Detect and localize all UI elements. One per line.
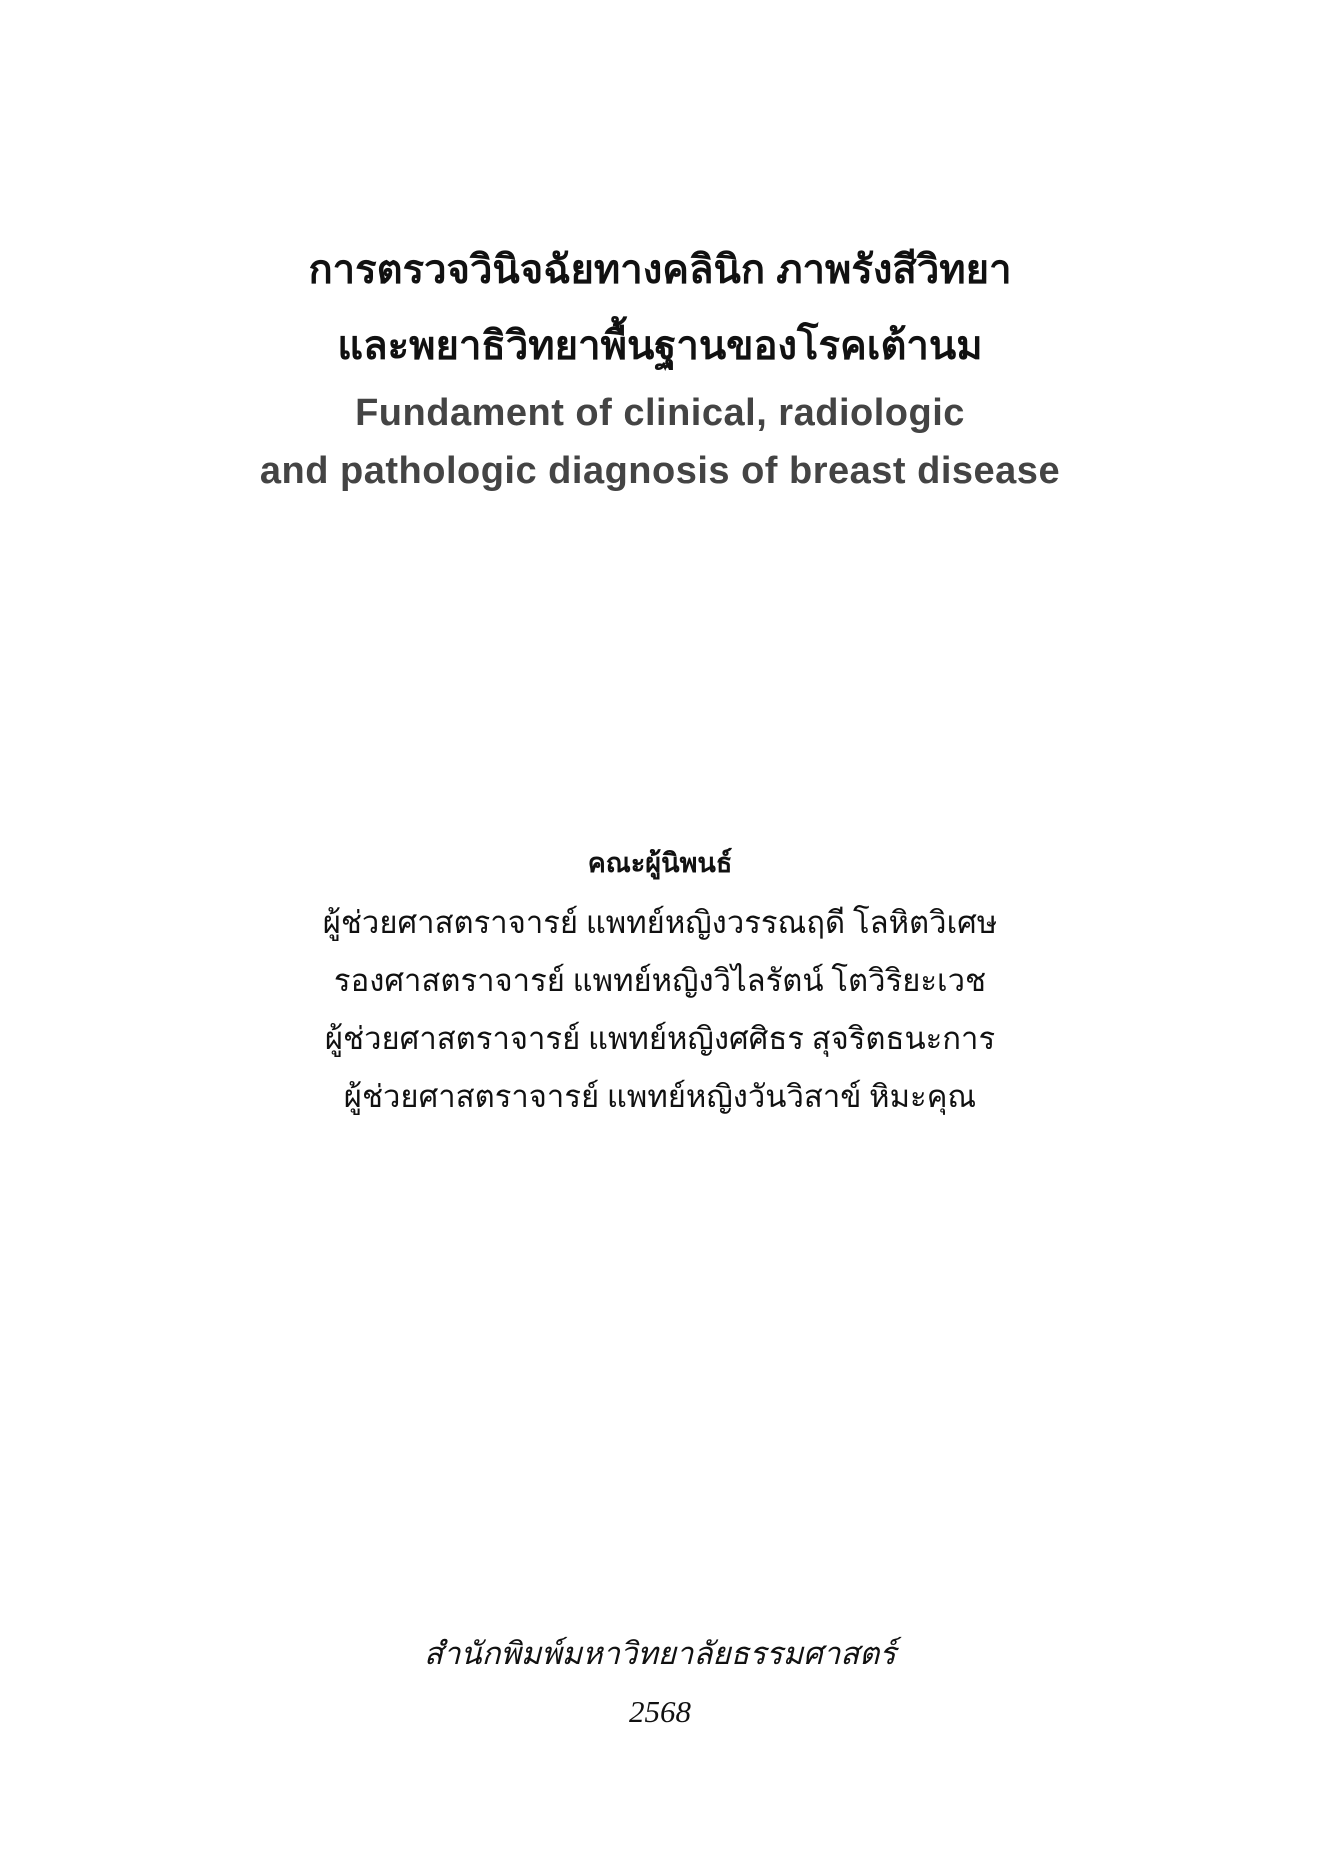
english-title-line-1: Fundament of clinical, radiologic [355, 392, 965, 434]
authors-block [0, 838, 1320, 1126]
english-title-line-2: and pathologic diagnosis of breast disease [259, 450, 1061, 492]
thai-title-line-1: การตรวจวินิจฉัยทางคลินิก ภาพรังสีวิทยา [308, 248, 1012, 292]
publisher-name: สำนักพิมพ์มหาวิทยาลัยธรรมศาสตร์ [424, 1636, 896, 1671]
author-4: ผู้ช่วยศาสตราจารย์ แพทย์หญิงวันวิสาข์ หิมะคุณ [343, 1079, 977, 1114]
book-title-block [0, 232, 1320, 500]
author-1: ผู้ช่วยศาสตราจารย์ แพทย์หญิงวรรณฤดี โลหิตวิเศษ [322, 905, 998, 940]
author-2: รองศาสตราจารย์ แพทย์หญิงวิไลรัตน์ โตวิริยะเวช [333, 963, 987, 998]
authors-heading: คณะผู้นิพนธ์ [587, 848, 733, 878]
publication-year: 2568 [629, 1694, 691, 1729]
author-3: ผู้ช่วยศาสตราจารย์ แพทย์หญิงศศิธร สุจริตธนะการ [324, 1021, 996, 1056]
thai-title-line-2: และพยาธิวิทยาพื้นฐานของโรคเต้านม [337, 324, 983, 368]
publisher-block [0, 1625, 1320, 1741]
